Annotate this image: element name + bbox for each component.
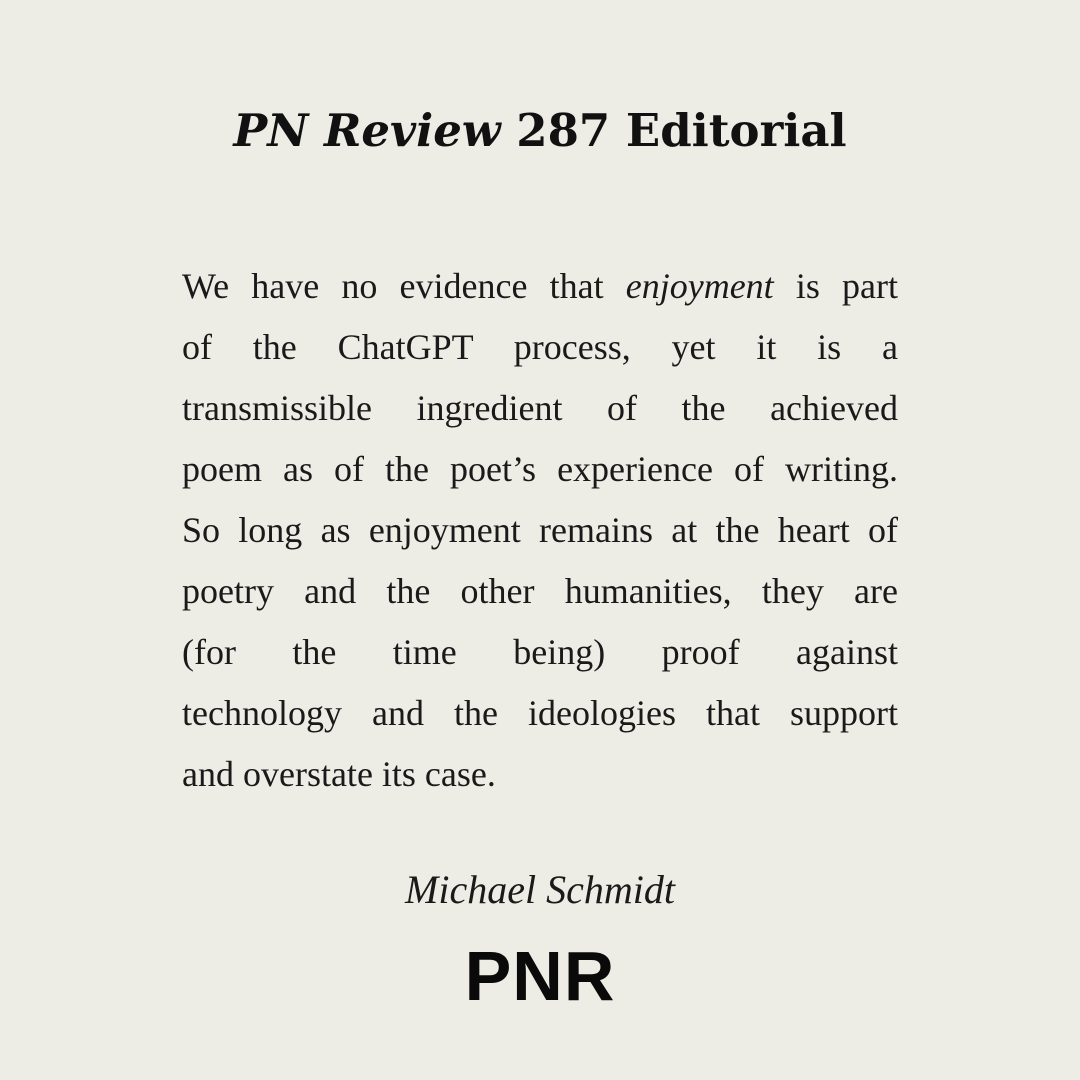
quote-line-6: poetry and the other humanities, they are: [182, 571, 898, 611]
quote-line-1-before: We have no evidence that: [182, 266, 626, 306]
editorial-quote: [182, 256, 898, 805]
quote-line-2: of the ChatGPT process, yet it is a: [182, 327, 898, 367]
title-italic-part: PN Review: [233, 104, 501, 157]
quote-line-3: transmissible ingredient of the achieved: [182, 388, 898, 428]
editorial-title: [0, 104, 1080, 158]
quote-line-1-after: is part: [773, 266, 898, 306]
quote-line-8: technology and the ideologies that support: [182, 693, 898, 733]
quote-line-5: So long as enjoyment remains at the heart of: [182, 510, 898, 550]
pnr-logo: PNR: [464, 937, 616, 1015]
quote-emphasis-enjoyment: enjoyment: [625, 266, 774, 306]
quote-line-7: (for the time being) proof against: [182, 632, 898, 672]
quote-line-4: poem as of the poet’s experience of writing.: [182, 449, 898, 489]
quote-line-9: and overstate its case.: [182, 754, 496, 794]
title-rest-part: 287 Editorial: [500, 104, 847, 157]
quote-line-1: [182, 256, 898, 317]
author-name: Michael Schmidt: [405, 867, 675, 912]
